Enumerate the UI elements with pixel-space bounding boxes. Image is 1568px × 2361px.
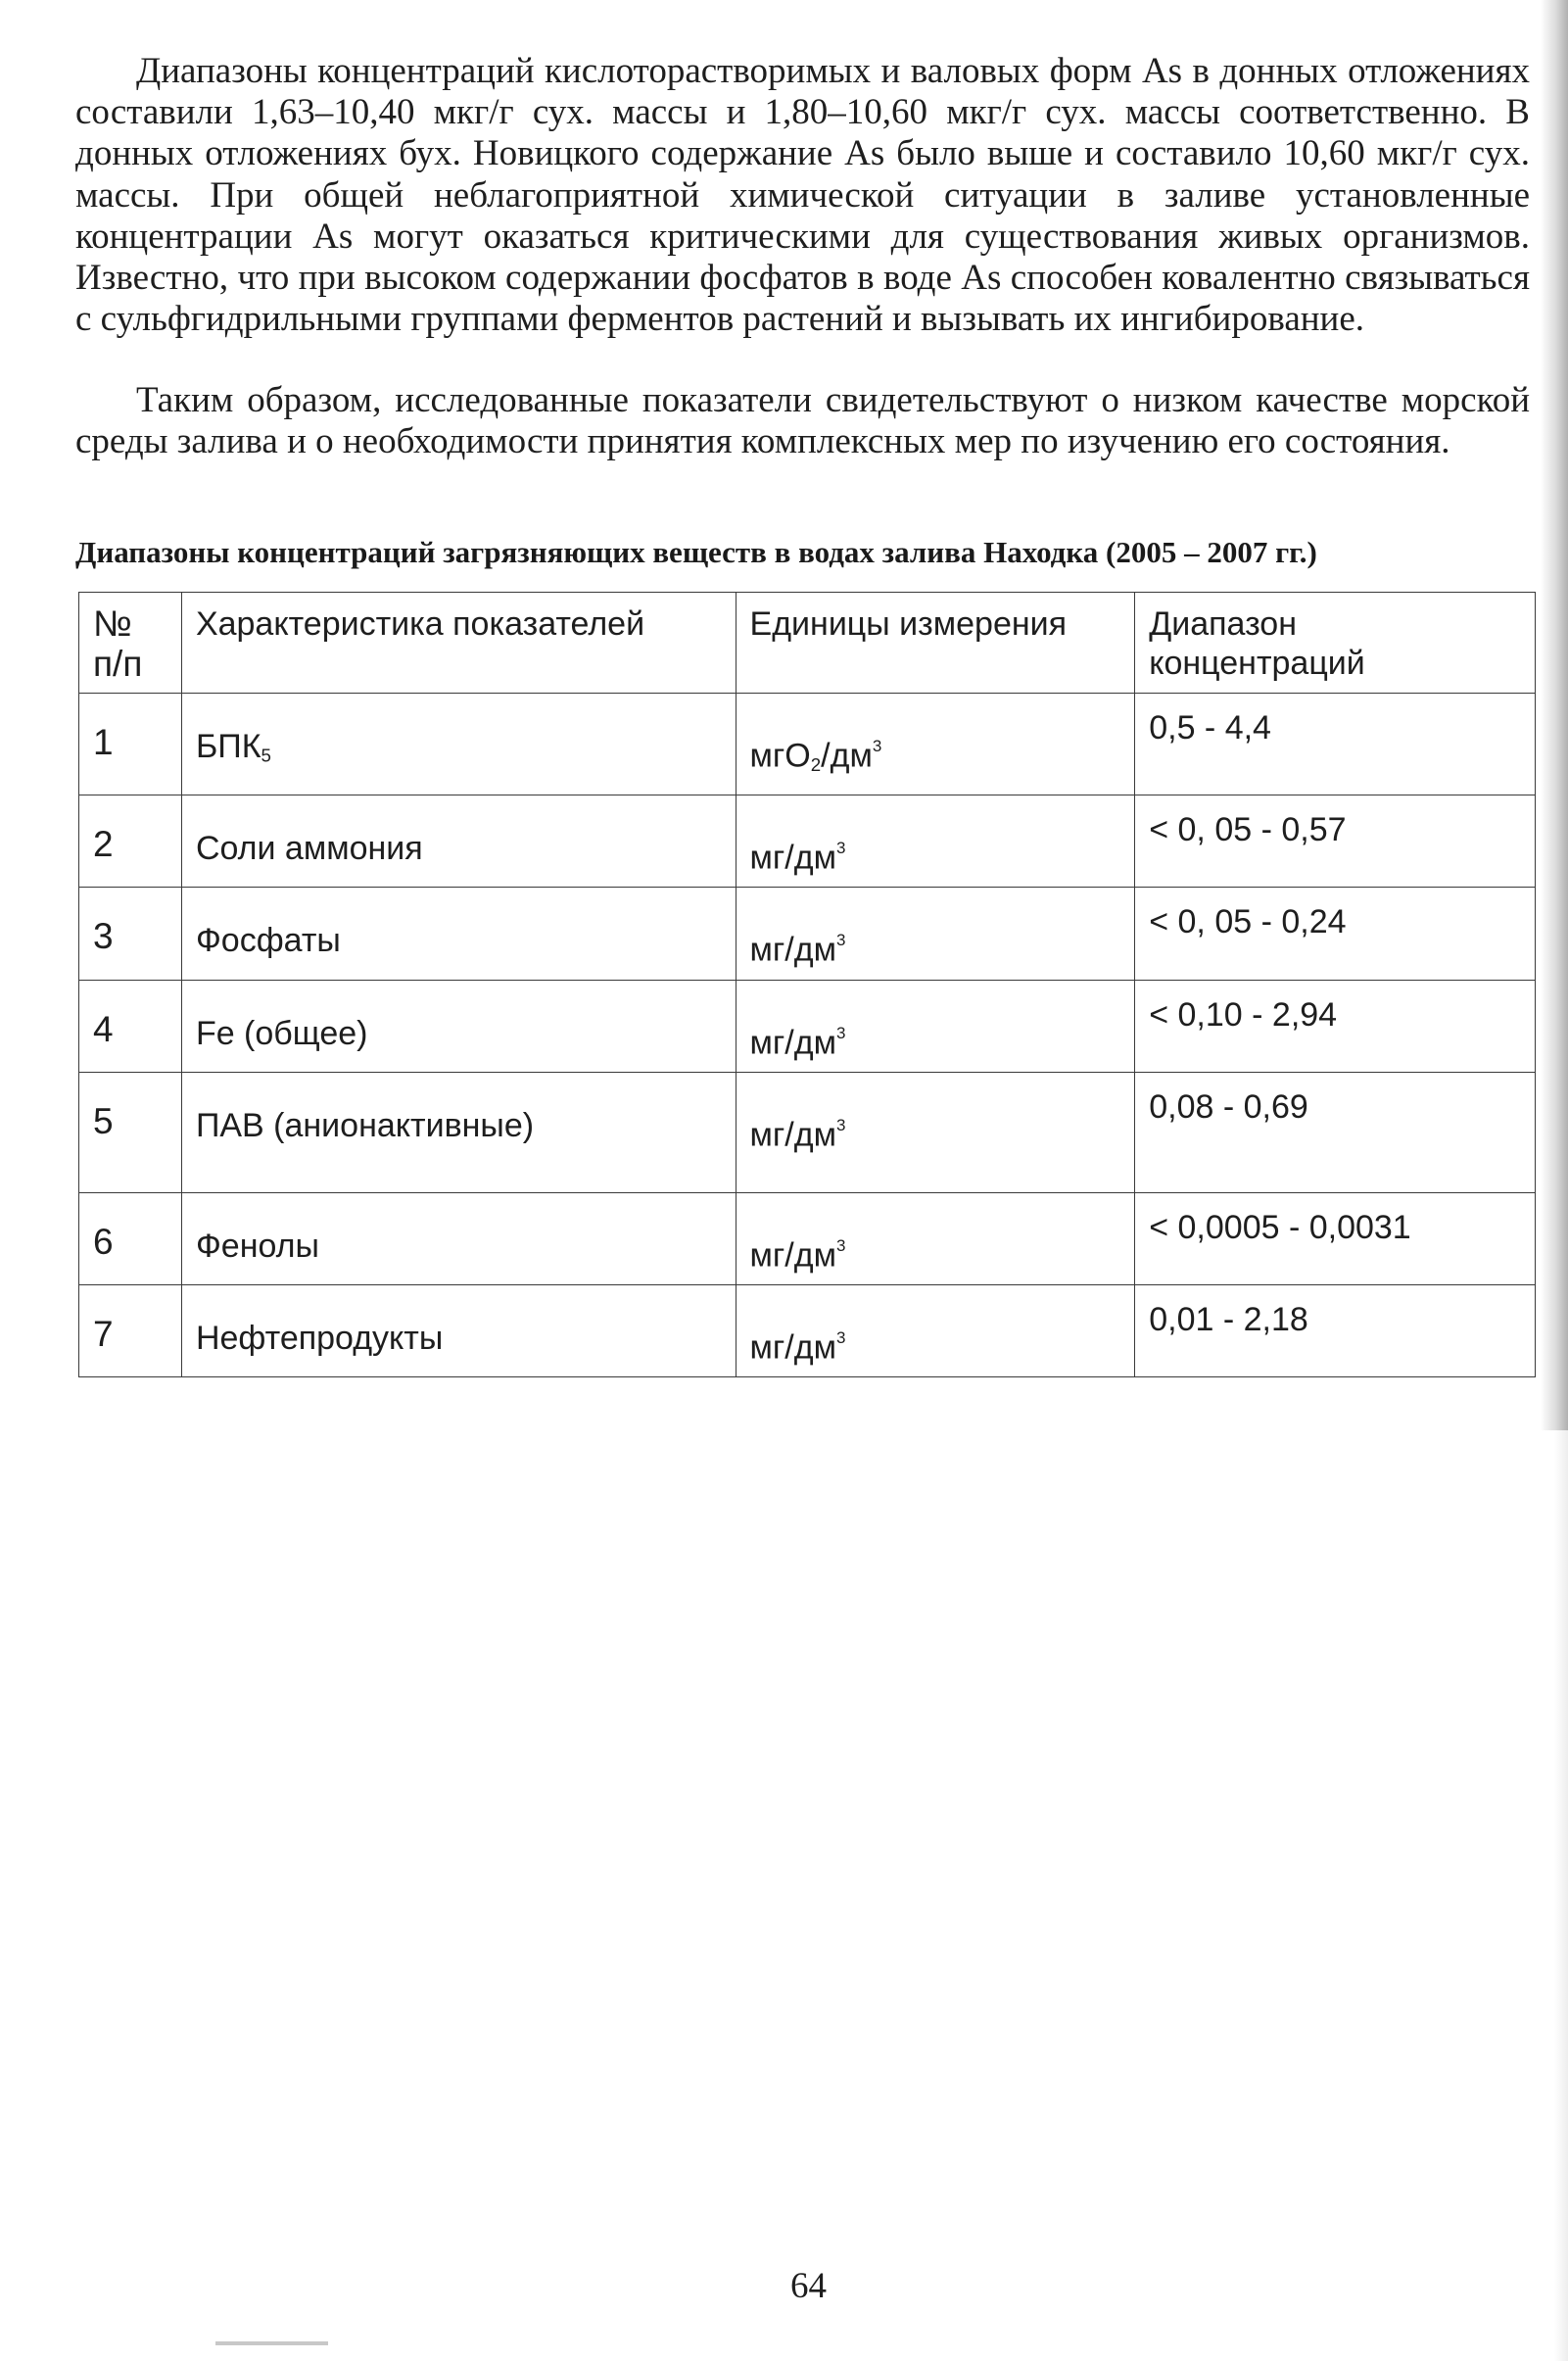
- cell-name: $БПК_5$: [181, 694, 736, 795]
- cell-name: Фенолы: [181, 1192, 736, 1284]
- header-range: Диапазон концентраций: [1135, 593, 1536, 694]
- cell-unit: $мг/дм^3$: [736, 888, 1135, 980]
- cell-range: 0,08 - 0,69: [1135, 1072, 1536, 1192]
- table-row: [79, 1192, 1536, 1284]
- body-paragraph-2: Таким образом, исследованные показатели свидетельствуют о низком качестве морской среды залива и о необходимости принятия комплексных мер по изучению его состояния.: [75, 380, 1530, 462]
- table-row: [79, 980, 1536, 1072]
- cell-unit: $мг/дм^3$: [736, 795, 1135, 887]
- scan-artifact: [215, 2341, 328, 2345]
- cell-num: 7: [79, 1285, 182, 1377]
- header-name: Характеристика показателей: [181, 593, 736, 694]
- cell-range: 0,01 - 2,18: [1135, 1285, 1536, 1377]
- table-title: Диапазоны концентраций загрязняющих веществ в водах залива Находка (2005 – 2007 гг.): [75, 535, 1317, 569]
- table-row: [79, 1285, 1536, 1377]
- header-unit: Единицы измерения: [736, 593, 1135, 694]
- cell-range: < 0,10 - 2,94: [1135, 980, 1536, 1072]
- cell-unit: $мгО_2/дм^3$: [736, 694, 1135, 795]
- cell-num: 3: [79, 888, 182, 980]
- cell-range: < 0, 05 - 0,24: [1135, 888, 1536, 980]
- cell-num: 2: [79, 795, 182, 887]
- table-row: [79, 694, 1536, 795]
- header-num: № п/п: [79, 593, 182, 694]
- concentration-table: [78, 592, 1536, 1377]
- cell-range: < 0,0005 - 0,0031: [1135, 1192, 1536, 1284]
- cell-num: 4: [79, 980, 182, 1072]
- table-row: [79, 888, 1536, 980]
- cell-unit: $мг/дм^3$: [736, 1285, 1135, 1377]
- table-row: [79, 1072, 1536, 1192]
- cell-range: < 0, 05 - 0,57: [1135, 795, 1536, 887]
- cell-unit: $мг/дм^3$: [736, 1192, 1135, 1284]
- scan-edge-shadow-lower: [1554, 1430, 1568, 2361]
- cell-range: 0,5 - 4,4: [1135, 694, 1536, 795]
- cell-num: 6: [79, 1192, 182, 1284]
- page-number: 64: [790, 2266, 827, 2306]
- cell-unit: $мг/дм^3$: [736, 1072, 1135, 1192]
- cell-name: Фосфаты: [181, 888, 736, 980]
- scan-edge-shadow: [1541, 0, 1568, 1430]
- cell-num: 5: [79, 1072, 182, 1192]
- table-header-row: [79, 593, 1536, 694]
- body-paragraph-1: Диапазоны концентраций кислоторастворимых и валовых форм As в донных отложениях составили 1,63–10,40 мкг/г сух. массы и 1,80–10,60 мкг/г сух. массы соответственно. В донных отложениях бух. Новицкого содержание As было выше и составило 10,60 мкг/г сух. массы. При общей неблагоприятной химической ситуации в заливе установленные концентрации As могут оказаться критическими для существования живых организмов. Известно, что при высоком содержании фосфатов в воде As способен ковалентно связываться с сульфгидрильными группами ферментов растений и вызывать их ингибирование.: [75, 51, 1530, 340]
- cell-name: Fe (общее): [181, 980, 736, 1072]
- cell-name: Нефтепродукты: [181, 1285, 736, 1377]
- table-row: [79, 795, 1536, 887]
- cell-unit: $мг/дм^3$: [736, 980, 1135, 1072]
- cell-name: ПАВ (анионактивные): [181, 1072, 736, 1192]
- cell-name: Соли аммония: [181, 795, 736, 887]
- cell-num: 1: [79, 694, 182, 795]
